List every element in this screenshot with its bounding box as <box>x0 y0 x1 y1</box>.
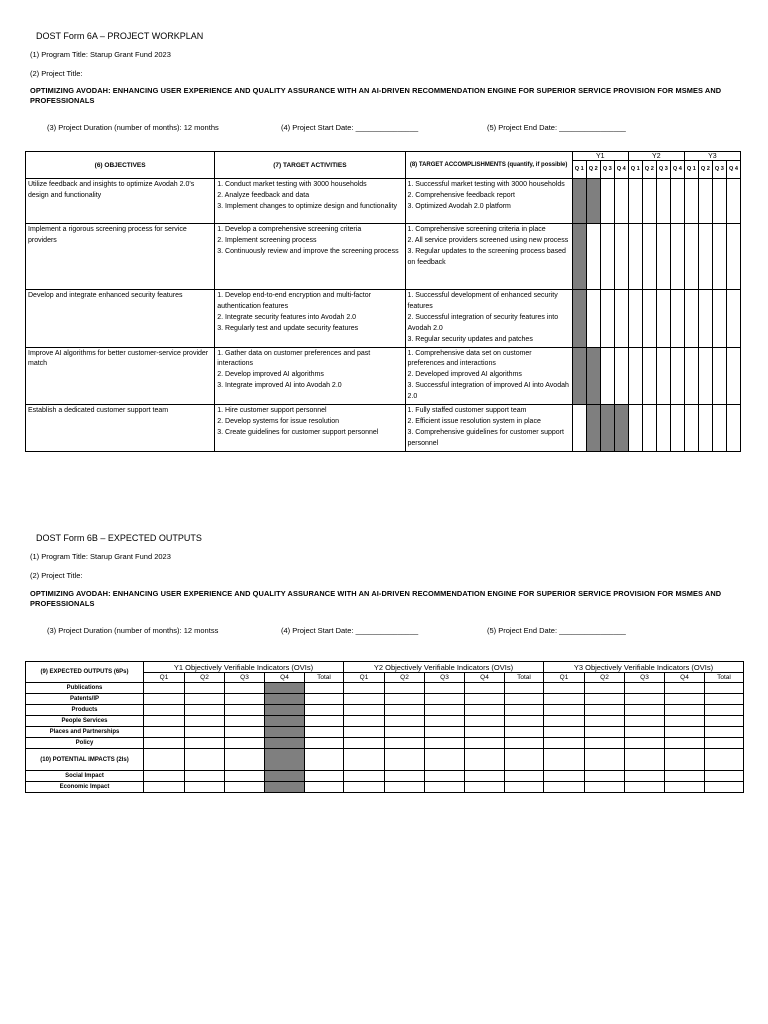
shaded-cell <box>265 705 305 716</box>
output-label-publications: Publications <box>26 683 144 694</box>
accomplishments-cell <box>405 224 572 290</box>
workplan-row <box>26 224 741 290</box>
gantt-cell <box>726 290 740 348</box>
total-header: Total <box>305 673 344 683</box>
gantt-cell-filled <box>600 405 614 452</box>
shaded-cell <box>265 749 305 771</box>
gantt-cell-filled <box>572 179 586 224</box>
gantt-cell <box>698 224 712 290</box>
quarter-header: Q3 <box>625 673 665 683</box>
gantt-cell <box>684 224 698 290</box>
form6a-project-title-label: (2) Project Title: <box>30 69 83 78</box>
year-header-y2: Y2 <box>628 152 684 161</box>
gantt-cell <box>698 405 712 452</box>
year-header-y3: Y3 <box>684 152 740 161</box>
gantt-cell <box>642 290 656 348</box>
gantt-cell <box>698 347 712 405</box>
accomplishments-cell <box>405 290 572 348</box>
accomplishment-item: 2. Developed improved AI algorithms <box>407 371 522 379</box>
output-row <box>26 727 744 738</box>
accomplishment-item: 3. Optimized Avodah 2.0 platform <box>407 202 511 210</box>
accomplishment-item: 1. Comprehensive data set on customer preferences and interactions <box>407 349 532 368</box>
form6a-project-title: OPTIMIZING AVODAH: ENHANCING USER EXPERIENCE AND QUALITY ASSURANCE WITH AN AI-DRIVEN RECOMMENDATION ENGINE FOR SUPERIOR SERVICE PROVISION FOR MSMES AND PROFESSIONALS <box>30 86 722 105</box>
activity-item: 3. Continuously review and improve the screening process <box>217 247 399 255</box>
workplan-table <box>25 151 741 452</box>
quarter-header: Q 4 <box>726 161 740 179</box>
impact-label-social: Social Impact <box>26 771 144 782</box>
activity-item: 3. Create guidelines for customer support personnel <box>217 428 379 436</box>
shaded-cell <box>265 782 305 793</box>
output-label-places-partnerships: Places and Partnerships <box>26 727 144 738</box>
quarter-header: Q 2 <box>698 161 712 179</box>
y3-ovi-header: Y3 Objectively Verifiable Indicators (OVIs) <box>544 662 744 673</box>
gantt-cell <box>684 290 698 348</box>
activity-item: 3. Implement changes to optimize design and functionality <box>217 202 398 210</box>
quarter-header: Q 1 <box>684 161 698 179</box>
activities-cell <box>215 224 405 290</box>
shaded-cell <box>265 738 305 749</box>
gantt-cell <box>628 224 642 290</box>
quarter-header: Q 3 <box>712 161 726 179</box>
y1-ovi-header: Y1 Objectively Verifiable Indicators (OVIs) <box>144 662 344 673</box>
form6b-program-title: (1) Program Title: Starup Grant Fund 2023 <box>30 552 171 561</box>
shaded-cell <box>265 716 305 727</box>
accomplishment-item: 2. Successful integration of security features into Avodah 2.0 <box>407 313 559 332</box>
activity-item: 1. Gather data on customer preferences and past interactions <box>217 349 371 368</box>
quarter-header: Q 3 <box>656 161 670 179</box>
gantt-cell <box>656 347 670 405</box>
quarter-header: Q4 <box>465 673 505 683</box>
objective-cell: Develop and integrate enhanced security features <box>26 290 215 348</box>
year-header-y1: Y1 <box>572 152 628 161</box>
gantt-cell <box>642 405 656 452</box>
accomplishment-item: 2. Comprehensive feedback report <box>407 191 515 199</box>
output-label-patents: Patents/IP <box>26 694 144 705</box>
gantt-cell <box>642 224 656 290</box>
gantt-cell <box>670 224 684 290</box>
accomplishment-item: 2. Efficient issue resolution system in place <box>407 417 541 425</box>
gantt-cell <box>726 347 740 405</box>
impact-row <box>26 771 744 782</box>
output-label-people-services: People Services <box>26 716 144 727</box>
gantt-cell <box>712 405 726 452</box>
gantt-cell <box>684 179 698 224</box>
gantt-cell <box>684 347 698 405</box>
gantt-cell <box>656 290 670 348</box>
form6a-duration: (3) Project Duration (number of months): 12 months <box>47 123 219 132</box>
impact-label-economic: Economic Impact <box>26 782 144 793</box>
quarter-header: Q1 <box>544 673 585 683</box>
accomplishment-item: 3. Regular security updates and patches <box>407 335 533 343</box>
expected-outputs-table <box>25 661 744 793</box>
activity-item: 3. Regularly test and update security features <box>217 324 359 332</box>
gantt-cell <box>698 290 712 348</box>
activity-item: 1. Develop a comprehensive screening criteria <box>217 226 362 233</box>
gantt-cell <box>600 224 614 290</box>
objectives-header: (6) OBJECTIVES <box>26 152 215 179</box>
form6a-title: DOST Form 6A – PROJECT WORKPLAN <box>36 31 204 41</box>
activities-cell <box>215 405 405 452</box>
accomplishments-cell <box>405 179 572 224</box>
form6b-project-title: OPTIMIZING AVODAH: ENHANCING USER EXPERIENCE AND QUALITY ASSURANCE WITH AN AI-DRIVEN RECOMMENDATION ENGINE FOR SUPERIOR SERVICE PROVISION FOR MSMES AND PROFESSIONALS <box>30 589 722 608</box>
quarter-header: Q 2 <box>642 161 656 179</box>
accomplishment-item: 1. Successful development of enhanced security features <box>407 292 558 310</box>
gantt-cell-filled <box>614 405 628 452</box>
quarter-header: Q3 <box>225 673 265 683</box>
form6b-title: DOST Form 6B – EXPECTED OUTPUTS <box>36 533 202 543</box>
quarter-header: Q2 <box>385 673 425 683</box>
workplan-row <box>26 347 741 405</box>
gantt-cell <box>642 347 656 405</box>
output-row <box>26 683 744 694</box>
objective-cell: Utilize feedback and insights to optimize Avodah 2.0's design and functionality <box>26 179 215 224</box>
total-header: Total <box>505 673 544 683</box>
gantt-cell <box>670 290 684 348</box>
output-row <box>26 716 744 727</box>
workplan-row <box>26 290 741 348</box>
quarter-header: Q 3 <box>600 161 614 179</box>
gantt-cell <box>628 290 642 348</box>
quarter-header: Q 2 <box>586 161 600 179</box>
gantt-cell <box>670 347 684 405</box>
form6b-project-title-label: (2) Project Title: <box>30 571 83 580</box>
gantt-cell <box>614 179 628 224</box>
quarter-header: Q2 <box>585 673 625 683</box>
output-row <box>26 705 744 716</box>
gantt-cell-filled <box>572 290 586 348</box>
gantt-cell <box>628 405 642 452</box>
quarter-header: Q4 <box>265 673 305 683</box>
gantt-cell-filled <box>572 224 586 290</box>
output-label-products: Products <box>26 705 144 716</box>
activity-item: 2. Develop improved AI algorithms <box>217 371 324 379</box>
quarter-header: Q 4 <box>670 161 684 179</box>
gantt-cell <box>712 179 726 224</box>
quarter-header: Q2 <box>185 673 225 683</box>
gantt-cell <box>600 290 614 348</box>
activities-header: (7) TARGET ACTIVITIES <box>215 152 405 179</box>
quarter-header: Q3 <box>425 673 465 683</box>
gantt-cell <box>656 179 670 224</box>
accomplishment-item: 1. Fully staffed customer support team <box>407 407 527 415</box>
activities-cell <box>215 347 405 405</box>
activity-item: 1. Develop end-to-end encryption and multi-factor authentication features <box>217 292 371 310</box>
gantt-cell <box>600 179 614 224</box>
gantt-cell <box>726 179 740 224</box>
activities-cell <box>215 179 405 224</box>
gantt-cell <box>642 179 656 224</box>
form6a-program-title: (1) Program Title: Starup Grant Fund 2023 <box>30 50 171 59</box>
gantt-cell <box>586 290 600 348</box>
impact-row <box>26 782 744 793</box>
form6b-end-date: (5) Project End Date: ________________ <box>487 626 626 635</box>
quarter-header: Q4 <box>665 673 705 683</box>
gantt-cell <box>614 347 628 405</box>
shaded-cell <box>265 694 305 705</box>
gantt-cell <box>614 290 628 348</box>
accomplishments-header: (8) TARGET ACCOMPLISHMENTS (quantify, if possible) <box>405 152 572 179</box>
gantt-cell-filled <box>586 347 600 405</box>
gantt-cell <box>600 347 614 405</box>
objective-cell: Implement a rigorous screening process for service providers <box>26 224 215 290</box>
gantt-cell <box>698 179 712 224</box>
expected-outputs-header: (9) EXPECTED OUTPUTS (6Ps) <box>26 662 144 683</box>
form6b-duration: (3) Project Duration (number of months): 12 montss <box>47 626 219 635</box>
gantt-cell <box>572 405 586 452</box>
accomplishment-item: 3. Comprehensive guidelines for customer support personnel <box>407 428 564 447</box>
accomplishment-item: 3. Successful integration of improved AI into Avodah 2.0 <box>407 382 569 401</box>
objective-cell: Improve AI algorithms for better customer-service provider match <box>26 347 215 405</box>
gantt-cell <box>656 405 670 452</box>
activity-item: 2. Integrate security features into Avodah 2.0 <box>217 313 357 321</box>
gantt-cell <box>628 347 642 405</box>
total-header: Total <box>705 673 744 683</box>
workplan-row <box>26 179 741 224</box>
output-label-policy: Policy <box>26 738 144 749</box>
gantt-cell <box>586 224 600 290</box>
gantt-cell <box>712 290 726 348</box>
activity-item: 3. Integrate improved AI into Avodah 2.0 <box>217 382 342 390</box>
quarter-header: Q1 <box>344 673 385 683</box>
impacts-header-row <box>26 749 744 771</box>
gantt-cell <box>670 179 684 224</box>
objective-cell: Establish a dedicated customer support team <box>26 405 215 452</box>
form6a-end-date: (5) Project End Date: ________________ <box>487 123 626 132</box>
gantt-cell <box>712 347 726 405</box>
y2-ovi-header: Y2 Objectively Verifiable Indicators (OVIs) <box>344 662 544 673</box>
form6a-start-date: (4) Project Start Date: _______________ <box>281 123 419 132</box>
potential-impacts-header: (10) POTENTIAL IMPACTS (2Is) <box>26 749 144 771</box>
gantt-cell <box>726 224 740 290</box>
gantt-cell-filled <box>586 405 600 452</box>
activity-item: 1. Hire customer support personnel <box>217 407 327 415</box>
gantt-cell <box>684 405 698 452</box>
quarter-header: Q1 <box>144 673 185 683</box>
accomplishment-item: 2. All service providers screened using new process <box>407 236 569 244</box>
activity-item: 2. Implement screening process <box>217 236 317 244</box>
gantt-cell <box>670 405 684 452</box>
gantt-cell <box>712 224 726 290</box>
activity-item: 2. Analyze feedback and data <box>217 191 310 199</box>
quarter-header: Q 1 <box>572 161 586 179</box>
quarter-header: Q 1 <box>628 161 642 179</box>
accomplishment-item: 1. Comprehensive screening criteria in place <box>407 226 546 233</box>
gantt-cell-filled <box>586 179 600 224</box>
shaded-cell <box>265 727 305 738</box>
accomplishments-cell <box>405 347 572 405</box>
activities-cell <box>215 290 405 348</box>
accomplishments-cell <box>405 405 572 452</box>
activity-item: 1. Conduct market testing with 3000 households <box>217 181 367 188</box>
gantt-cell-filled <box>572 347 586 405</box>
output-row <box>26 694 744 705</box>
shaded-cell <box>265 771 305 782</box>
workplan-row <box>26 405 741 452</box>
shaded-cell <box>265 683 305 694</box>
gantt-cell <box>656 224 670 290</box>
gantt-cell <box>726 405 740 452</box>
accomplishment-item: 3. Regular updates to the screening process based on feedback <box>407 247 566 266</box>
output-row <box>26 738 744 749</box>
gantt-cell <box>628 179 642 224</box>
accomplishment-item: 1. Successful market testing with 3000 households <box>407 181 565 188</box>
gantt-cell <box>614 224 628 290</box>
form6b-start-date: (4) Project Start Date: _______________ <box>281 626 419 635</box>
activity-item: 2. Develop systems for issue resolution <box>217 417 340 425</box>
quarter-header: Q 4 <box>614 161 628 179</box>
